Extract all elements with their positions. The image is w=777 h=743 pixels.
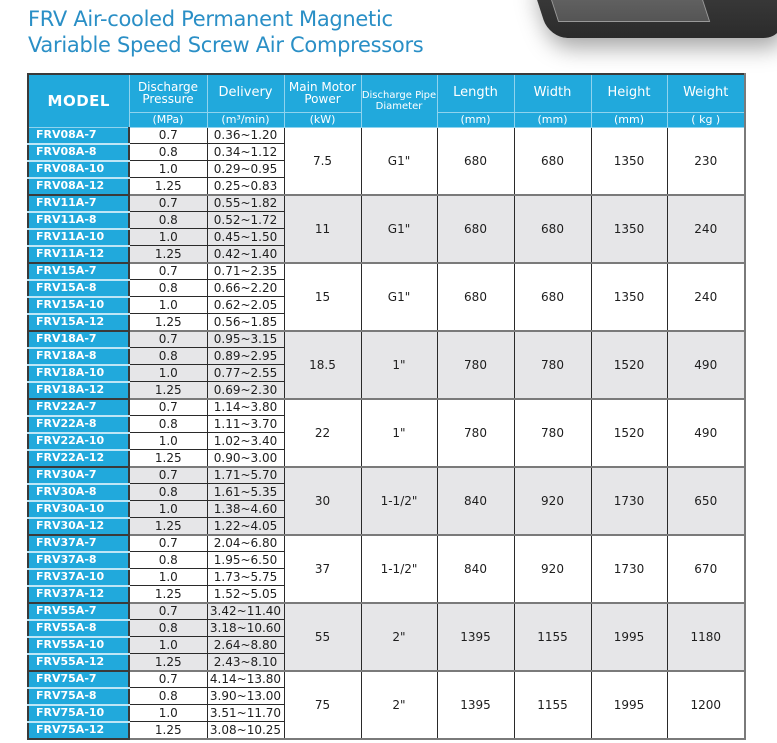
model-cell: FRV08A-12 — [28, 178, 129, 195]
header-pipe-label: Discharge Pipe Diameter — [361, 89, 437, 112]
pipe-diameter-cell: 2" — [361, 603, 437, 671]
model-cell: FRV37A-10 — [28, 569, 129, 586]
weight-cell: 490 — [667, 331, 745, 399]
height-cell: 1520 — [591, 331, 667, 399]
pressure-cell: 1.25 — [129, 518, 207, 535]
delivery-cell: 3.90~13.00 — [207, 688, 284, 705]
title-line-2: Variable Speed Screw Air Compressors — [28, 33, 424, 57]
pipe-diameter-cell: 1" — [361, 331, 437, 399]
model-cell: FRV11A-10 — [28, 229, 129, 246]
delivery-cell: 1.02~3.40 — [207, 433, 284, 450]
delivery-cell: 0.55~1.82 — [207, 195, 284, 212]
header-length — [437, 74, 514, 112]
model-cell: FRV18A-10 — [28, 365, 129, 382]
model-cell: FRV18A-7 — [28, 331, 129, 348]
pressure-cell: 0.7 — [129, 195, 207, 212]
compressor-product-image — [480, 0, 777, 50]
width-cell: 680 — [514, 263, 591, 331]
table-row — [28, 671, 745, 688]
model-cell: FRV37A-7 — [28, 535, 129, 552]
table-row — [28, 127, 745, 144]
delivery-cell: 0.29~0.95 — [207, 161, 284, 178]
pressure-cell: 0.8 — [129, 688, 207, 705]
pressure-cell: 0.8 — [129, 144, 207, 161]
header-width — [514, 74, 591, 112]
delivery-cell: 1.73~5.75 — [207, 569, 284, 586]
pipe-diameter-cell: 2" — [361, 671, 437, 739]
header-pipe — [361, 74, 437, 127]
pressure-cell: 0.7 — [129, 535, 207, 552]
model-cell: FRV75A-12 — [28, 722, 129, 739]
header-width-label: Width — [533, 85, 572, 101]
header-delivery — [207, 74, 284, 112]
delivery-cell: 0.34~1.12 — [207, 144, 284, 161]
power-cell: 18.5 — [284, 331, 361, 399]
model-cell: FRV22A-10 — [28, 433, 129, 450]
unit-power: (kW) — [284, 112, 361, 127]
header-pressure-label: Discharge Pressure — [137, 80, 199, 107]
pipe-diameter-cell: 1-1/2" — [361, 535, 437, 603]
weight-cell: 230 — [667, 127, 745, 195]
power-cell: 37 — [284, 535, 361, 603]
pipe-diameter-cell: G1" — [361, 195, 437, 263]
table-row — [28, 535, 745, 552]
height-cell: 1350 — [591, 263, 667, 331]
pressure-cell: 0.8 — [129, 280, 207, 297]
width-cell: 680 — [514, 195, 591, 263]
unit-delivery: (m³/min) — [207, 112, 284, 127]
pressure-cell: 0.8 — [129, 620, 207, 637]
width-cell: 1155 — [514, 671, 591, 739]
pressure-cell: 1.25 — [129, 314, 207, 331]
model-cell: FRV08A-10 — [28, 161, 129, 178]
length-cell: 780 — [437, 331, 514, 399]
delivery-cell: 0.52~1.72 — [207, 212, 284, 229]
delivery-cell: 1.71~5.70 — [207, 467, 284, 484]
weight-cell: 490 — [667, 399, 745, 467]
model-cell: FRV11A-12 — [28, 246, 129, 263]
pipe-diameter-cell: G1" — [361, 263, 437, 331]
header-power-label: Main Motor Power — [288, 80, 357, 107]
delivery-cell: 1.95~6.50 — [207, 552, 284, 569]
width-cell: 920 — [514, 535, 591, 603]
model-cell: FRV15A-7 — [28, 263, 129, 280]
delivery-cell: 3.42~11.40 — [207, 603, 284, 620]
length-cell: 1395 — [437, 603, 514, 671]
specification-table-body — [28, 127, 745, 739]
height-cell: 1995 — [591, 671, 667, 739]
model-cell: FRV30A-7 — [28, 467, 129, 484]
header-length-label: Length — [453, 85, 498, 101]
unit-height: (mm) — [591, 112, 667, 127]
delivery-cell: 1.52~5.05 — [207, 586, 284, 603]
delivery-cell: 0.66~2.20 — [207, 280, 284, 297]
pressure-cell: 0.7 — [129, 603, 207, 620]
height-cell: 1995 — [591, 603, 667, 671]
length-cell: 1395 — [437, 671, 514, 739]
delivery-cell: 3.08~10.25 — [207, 722, 284, 739]
width-cell: 1155 — [514, 603, 591, 671]
delivery-cell: 0.56~1.85 — [207, 314, 284, 331]
pipe-diameter-cell: G1" — [361, 127, 437, 195]
height-cell: 1730 — [591, 467, 667, 535]
pressure-cell: 0.7 — [129, 671, 207, 688]
model-cell: FRV55A-12 — [28, 654, 129, 671]
header-power — [284, 74, 361, 112]
header-weight — [667, 74, 745, 112]
delivery-cell: 0.77~2.55 — [207, 365, 284, 382]
header-model: MODEL — [28, 74, 129, 127]
pressure-cell: 0.8 — [129, 212, 207, 229]
table-row — [28, 467, 745, 484]
power-cell: 75 — [284, 671, 361, 739]
pressure-cell: 0.8 — [129, 348, 207, 365]
delivery-cell: 3.51~11.70 — [207, 705, 284, 722]
pressure-cell: 0.7 — [129, 263, 207, 280]
power-cell: 11 — [284, 195, 361, 263]
delivery-cell: 0.89~2.95 — [207, 348, 284, 365]
pressure-cell: 1.0 — [129, 569, 207, 586]
model-cell: FRV22A-12 — [28, 450, 129, 467]
pressure-cell: 1.25 — [129, 246, 207, 263]
length-cell: 680 — [437, 127, 514, 195]
pressure-cell: 1.25 — [129, 178, 207, 195]
width-cell: 780 — [514, 399, 591, 467]
compressor-body-image — [531, 0, 777, 38]
pressure-cell: 1.25 — [129, 586, 207, 603]
length-cell: 840 — [437, 535, 514, 603]
delivery-cell: 0.62~2.05 — [207, 297, 284, 314]
delivery-cell: 0.69~2.30 — [207, 382, 284, 399]
compressor-panel-image — [545, 0, 711, 22]
pressure-cell: 1.0 — [129, 229, 207, 246]
delivery-cell: 3.18~10.60 — [207, 620, 284, 637]
model-cell: FRV08A-7 — [28, 127, 129, 144]
pressure-cell: 1.25 — [129, 450, 207, 467]
weight-cell: 240 — [667, 263, 745, 331]
pressure-cell: 1.25 — [129, 382, 207, 399]
delivery-cell: 0.71~2.35 — [207, 263, 284, 280]
delivery-cell: 4.14~13.80 — [207, 671, 284, 688]
length-cell: 680 — [437, 195, 514, 263]
table-row — [28, 195, 745, 212]
unit-pressure: (MPa) — [129, 112, 207, 127]
height-cell: 1520 — [591, 399, 667, 467]
weight-cell: 670 — [667, 535, 745, 603]
model-cell: FRV55A-8 — [28, 620, 129, 637]
pressure-cell: 0.8 — [129, 484, 207, 501]
power-cell: 15 — [284, 263, 361, 331]
header-delivery-label: Delivery — [218, 85, 273, 101]
pressure-cell: 1.0 — [129, 297, 207, 314]
delivery-cell: 0.90~3.00 — [207, 450, 284, 467]
delivery-cell: 2.04~6.80 — [207, 535, 284, 552]
model-cell: FRV15A-12 — [28, 314, 129, 331]
pressure-cell: 0.7 — [129, 331, 207, 348]
pressure-cell: 1.0 — [129, 705, 207, 722]
length-cell: 840 — [437, 467, 514, 535]
delivery-cell: 1.61~5.35 — [207, 484, 284, 501]
delivery-cell: 2.64~8.80 — [207, 637, 284, 654]
specification-table — [27, 73, 746, 740]
unit-weight: ( kg ) — [667, 112, 745, 127]
title-line-1: FRV Air-cooled Permanent Magnetic — [28, 7, 393, 31]
delivery-cell: 0.25~0.83 — [207, 178, 284, 195]
pressure-cell: 1.0 — [129, 637, 207, 654]
model-cell: FRV30A-8 — [28, 484, 129, 501]
delivery-cell: 1.38~4.60 — [207, 501, 284, 518]
model-cell: FRV55A-10 — [28, 637, 129, 654]
width-cell: 780 — [514, 331, 591, 399]
pressure-cell: 1.25 — [129, 722, 207, 739]
length-cell: 680 — [437, 263, 514, 331]
unit-length: (mm) — [437, 112, 514, 127]
model-cell: FRV75A-10 — [28, 705, 129, 722]
model-cell: FRV37A-8 — [28, 552, 129, 569]
delivery-cell: 1.11~3.70 — [207, 416, 284, 433]
height-cell: 1350 — [591, 195, 667, 263]
pressure-cell: 1.0 — [129, 501, 207, 518]
weight-cell: 240 — [667, 195, 745, 263]
table-row — [28, 399, 745, 416]
model-cell: FRV15A-8 — [28, 280, 129, 297]
delivery-cell: 1.14~3.80 — [207, 399, 284, 416]
model-cell: FRV08A-8 — [28, 144, 129, 161]
page-title — [28, 6, 423, 58]
delivery-cell: 0.45~1.50 — [207, 229, 284, 246]
pressure-cell: 1.0 — [129, 161, 207, 178]
pressure-cell: 1.0 — [129, 365, 207, 382]
pressure-cell: 1.25 — [129, 654, 207, 671]
power-cell: 7.5 — [284, 127, 361, 195]
header-weight-label: Weight — [683, 85, 729, 101]
model-cell: FRV55A-7 — [28, 603, 129, 620]
height-cell: 1730 — [591, 535, 667, 603]
model-cell: FRV75A-7 — [28, 671, 129, 688]
model-cell: FRV18A-12 — [28, 382, 129, 399]
model-cell: FRV37A-12 — [28, 586, 129, 603]
unit-width: (mm) — [514, 112, 591, 127]
pressure-cell: 0.7 — [129, 467, 207, 484]
pressure-cell: 0.8 — [129, 416, 207, 433]
power-cell: 30 — [284, 467, 361, 535]
delivery-cell: 0.42~1.40 — [207, 246, 284, 263]
model-cell: FRV30A-12 — [28, 518, 129, 535]
weight-cell: 1200 — [667, 671, 745, 739]
delivery-cell: 0.36~1.20 — [207, 127, 284, 144]
model-cell: FRV18A-8 — [28, 348, 129, 365]
width-cell: 920 — [514, 467, 591, 535]
model-cell: FRV75A-8 — [28, 688, 129, 705]
header-pressure — [129, 74, 207, 112]
header-height — [591, 74, 667, 112]
delivery-cell: 2.43~8.10 — [207, 654, 284, 671]
model-cell: FRV22A-8 — [28, 416, 129, 433]
model-cell: FRV22A-7 — [28, 399, 129, 416]
model-cell: FRV30A-10 — [28, 501, 129, 518]
pipe-diameter-cell: 1" — [361, 399, 437, 467]
header-height-label: Height — [607, 85, 651, 101]
weight-cell: 1180 — [667, 603, 745, 671]
length-cell: 780 — [437, 399, 514, 467]
power-cell: 55 — [284, 603, 361, 671]
pipe-diameter-cell: 1-1/2" — [361, 467, 437, 535]
pressure-cell: 0.7 — [129, 399, 207, 416]
table-row — [28, 603, 745, 620]
power-cell: 22 — [284, 399, 361, 467]
pressure-cell: 1.0 — [129, 433, 207, 450]
pressure-cell: 0.8 — [129, 552, 207, 569]
model-cell: FRV11A-8 — [28, 212, 129, 229]
width-cell: 680 — [514, 127, 591, 195]
delivery-cell: 1.22~4.05 — [207, 518, 284, 535]
model-cell: FRV15A-10 — [28, 297, 129, 314]
table-row — [28, 263, 745, 280]
model-cell: FRV11A-7 — [28, 195, 129, 212]
delivery-cell: 0.95~3.15 — [207, 331, 284, 348]
table-row — [28, 331, 745, 348]
height-cell: 1350 — [591, 127, 667, 195]
weight-cell: 650 — [667, 467, 745, 535]
pressure-cell: 0.7 — [129, 127, 207, 144]
